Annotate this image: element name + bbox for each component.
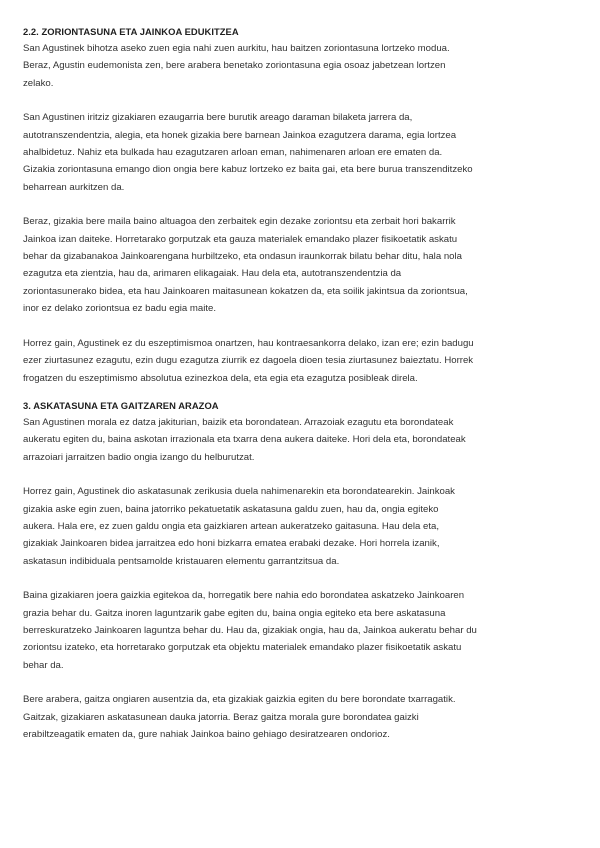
text-line: behar da gizabanakoa Jainkoarengana hurbiltzeko, eta ondasun iraunkorrak bilatu behar ditu, hala nola: [23, 251, 462, 263]
paragraph-spacer: [23, 466, 579, 483]
paragraph-spacer: [23, 570, 579, 587]
paragraph-8: [23, 691, 579, 743]
section-heading-askatasuna: 3. ASKATASUNA ETA GAITZAREN ARAZOA: [23, 399, 219, 411]
text-line: Baina gizakiaren joera gaizkia egitekoa da, horregatik bere nahia edo borondatea askatzeko Jainkoaren: [23, 590, 465, 602]
paragraph-7: [23, 587, 579, 674]
text-line: inor ez delako zoriontsua ez badu egia maite.: [23, 303, 217, 315]
text-line: Gaitzak, gizakiaren askatasunean dauka jatorria. Beraz gaitza morala gure borondatea gaizki: [23, 711, 419, 723]
text-line: ahalbidetuz. Nahiz eta bulkada hau ezagutzaren arloan eman, nahimenaren arloan ere ematen da.: [23, 147, 443, 159]
paragraph-4: [23, 335, 579, 387]
text-line: gizakia aske egin zuen, baina jatorriko pekatuetatik askatasuna galdu zuen, hau da, ongia egiteko: [23, 503, 439, 515]
text-line: gizakiak Jainkoaren bidea jarraitzea edo honi bizkarra ematea erabaki dezake. Hori horrela izanik,: [23, 538, 440, 550]
paragraph-5: [23, 414, 579, 466]
text-line: Beraz, gizakia bere maila baino altuagoa den zerbaitek egin dezake zoriontsu eta zerbait hori bakarrik: [23, 216, 456, 228]
text-line: aukera. Hala ere, ez zuen galdu ongia eta gaizkiaren artean aukeratzeko gaitasuna. Hau dela eta,: [23, 520, 440, 532]
text-line: autotranszendentzia, alegia, eta honek gizakia bere barnean Jainkoa ezagutzera darama, egia lortzea: [23, 129, 457, 141]
text-line: zelako.: [23, 77, 54, 89]
paragraph-spacer: [23, 387, 579, 397]
paragraph-spacer: [23, 674, 579, 691]
section-heading-zoriontasuna: 2.2. ZORIONTASUNA ETA JAINKOA EDUKITZEA: [23, 26, 239, 37]
text-line: Gizakia zoriontasuna emango dion ongia bere kabuz lortzeko ez baita gai, eta bere burua transzenditzeko: [23, 164, 473, 176]
text-line: ezagutza eta zientzia, hau da, arimaren elikagaiak. Hau dela eta, autotranszendentzia da: [23, 268, 402, 280]
text-line: San Agustinen morala ez datza jakiturian, baizik eta borondatean. Arrazoiak ezagutu eta borondateak: [23, 416, 454, 428]
text-line: ezer ziurtasunez ezagutu, ezin dugu ezagutza ziurrik ez dagoela dioen tesia ziurtasunez baieztatu. Horrek: [23, 355, 474, 367]
paragraph-spacer: [23, 92, 579, 109]
paragraph-1: [23, 40, 579, 92]
text-line: beharrean aurkitzen da.: [23, 181, 125, 193]
text-line: behar da.: [23, 659, 64, 671]
document-page: [23, 23, 579, 743]
text-line: San Agustinen iritziz gizakiaren ezaugarria bere burutik areago daraman bilaketa jarrera da,: [23, 112, 413, 124]
text-line: zoriontasunerako bidea, eta hau Jainkoaren maitasunean kokatzen da, eta soilik jakintsua da zoriontsua,: [23, 285, 468, 297]
text-line: aukeratu egiten du, baina askotan irrazionala eta txarra dena aukera daiteke. Hori dela eta, borondateak: [23, 434, 466, 446]
text-line: Bere arabera, gaitza ongiaren ausentzia da, eta gizakiak gaizkia egiten du bere borondate txarragatik.: [23, 694, 456, 706]
text-line: askatasun indibiduala pentsamolde kristauaren elementu garrantzitsua da.: [23, 555, 340, 567]
text-line: arrazoiari jarraitzen badio ongia izango du helburutzat.: [23, 451, 255, 463]
paragraph-3: [23, 213, 579, 317]
text-line: San Agustinek bihotza aseko zuen egia nahi zuen aurkitu, hau baitzen zoriontasuna lortzeko modua.: [23, 43, 450, 54]
text-line: Horrez gain, Agustinek dio askatasunak zerikusia duela nahimenarekin eta borondatearekin. Jainkoak: [23, 486, 455, 498]
text-line: Horrez gain, Agustinek ez du eszeptimismoa onartzen, hau kontraesankorra delako, izan ere; ezin badugu: [23, 337, 474, 349]
text-line: Jainkoa izan daiteke. Horretarako gorputzak eta gauza materialek emandako plazer fisikoetatik askatu: [23, 233, 458, 245]
paragraph-2: [23, 109, 579, 196]
text-line: zoriontsu izateko, eta horretarako gorputzak eta objektu materialek emandako plazer fisikoetatik askatu: [23, 642, 462, 654]
text-line: Beraz, Agustin eudemonista zen, bere arabera benetako zoriontasuna egia osoaz jabetzean lortzen: [23, 60, 446, 72]
text-line: frogatzen du eszeptimismo absolutua ezinezkoa dela, eta egia eta ezagutza posibleak direla.: [23, 372, 418, 384]
paragraph-6: [23, 483, 579, 570]
paragraph-spacer: [23, 196, 579, 213]
text-line: berreskuratzeko Jainkoaren laguntza behar du. Hau da, gizakiak ongia, hau da, Jainkoa aukeratu behar du: [23, 625, 477, 636]
paragraph-spacer: [23, 318, 579, 335]
text-line: erabiltzeagatik ematen da, gure nahiak Jainkoa baino gehiago desiratzearen ondorioz.: [23, 729, 390, 741]
text-line: grazia behar du. Gaitza inoren laguntzarik gabe egiten du, baina ongia egiteko eta bere askatasuna: [23, 607, 446, 619]
